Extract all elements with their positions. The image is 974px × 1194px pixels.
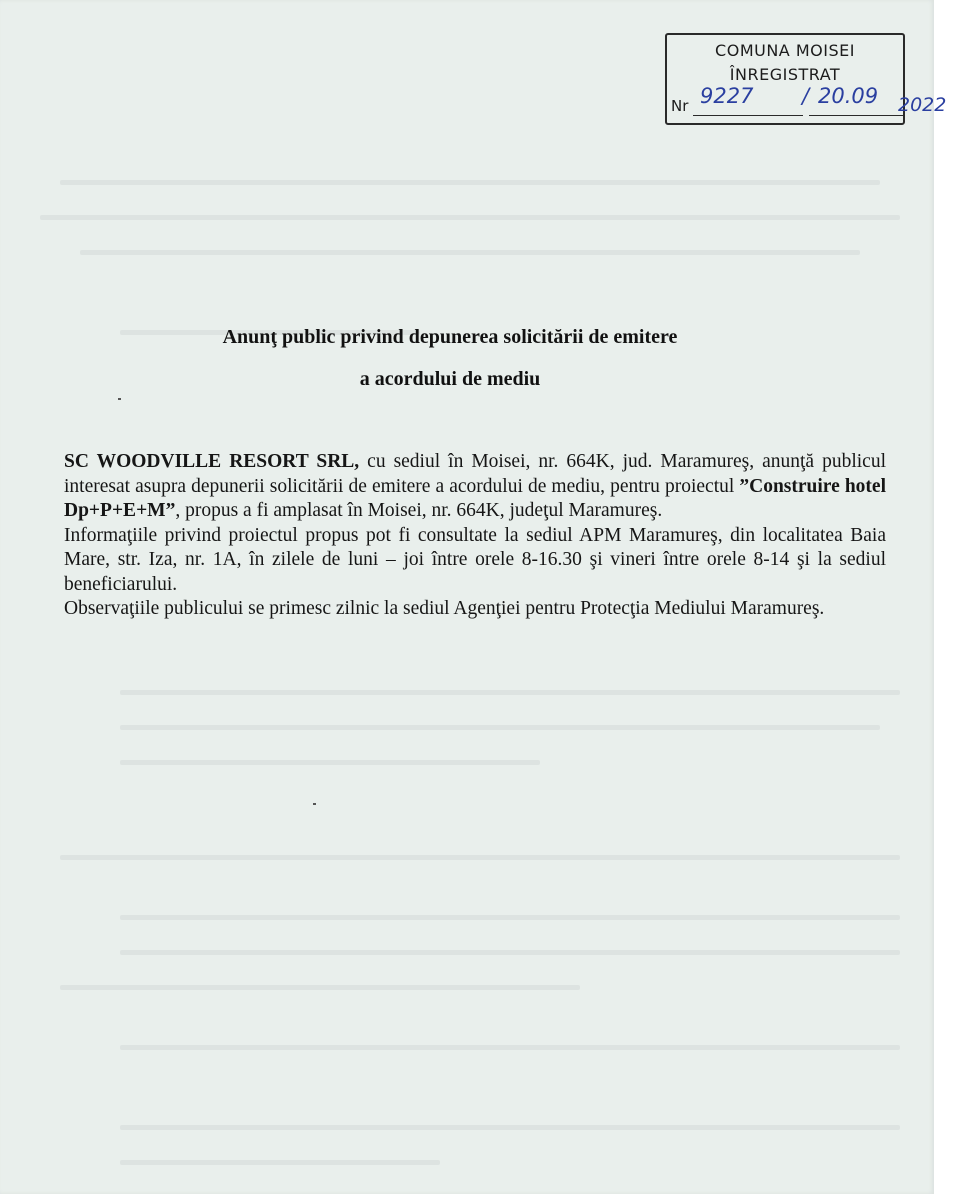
stamp-nr-label: Nr	[671, 97, 689, 115]
paragraph-text: cu sediul în Moisei, nr. 664K, jud. Maramureş, anunţă publicul interesat asupra depunerii solicitării de emitere a acordului de mediu, pentru proiectul	[64, 451, 886, 497]
bleed-through-line	[120, 950, 900, 955]
handwritten-date-separator: /	[802, 84, 810, 108]
paragraph-text: , propus a fi amplasat în Moisei, nr. 664K, judeţul Maramureş.	[175, 500, 663, 521]
company-name: SC WOODVILLE RESORT SRL,	[64, 451, 360, 472]
stamp-registered: ÎNREGISTRAT	[729, 65, 841, 84]
stamp-number-rule	[693, 115, 803, 116]
paragraph-observations: Observaţiile publicului se primesc zilnic la sediul Agenţiei pentru Protecţia Mediului Maramureş.	[64, 598, 825, 619]
bleed-through-line	[60, 985, 580, 990]
handwritten-year: 2022	[898, 94, 947, 116]
paragraph-announcement	[64, 450, 886, 524]
speck	[313, 803, 316, 805]
bleed-through-line	[40, 215, 900, 220]
handwritten-number: 9227	[700, 84, 754, 108]
bleed-through-line	[60, 855, 900, 860]
bleed-through-line	[80, 250, 860, 255]
announcement-title-line2: a acordului de mediu	[359, 368, 541, 390]
bleed-through-line	[120, 915, 900, 920]
speck	[118, 398, 121, 400]
handwritten-date: 20.09	[818, 84, 879, 108]
announcement-title-line1: Anunţ public privind depunerea solicitării de emitere	[222, 326, 678, 348]
bleed-through-line	[120, 690, 900, 695]
bleed-through-line	[120, 1160, 440, 1165]
project-name: ”Construire hotel Dp+P+E+M”	[64, 475, 886, 521]
stamp-commune: COMUNA MOISEI	[715, 41, 855, 60]
bleed-through-line	[120, 1045, 900, 1050]
paragraph-information: Informaţiile privind proiectul propus pot fi consultate la sediul APM Maramureş, din localitatea Baia Mare, str. Iza, nr. 1A, în zilele de luni – joi între orele 8-16.30 şi vineri între orele 8-14 şi la sediul beneficiarului.	[64, 524, 886, 595]
bleed-through-line	[120, 725, 880, 730]
stamp-date-rule	[809, 115, 903, 116]
registration-stamp	[665, 33, 905, 125]
announcement-body	[64, 450, 886, 622]
bleed-through-line	[120, 1125, 900, 1130]
bleed-through-line	[120, 760, 540, 765]
bleed-through-line	[60, 180, 880, 185]
